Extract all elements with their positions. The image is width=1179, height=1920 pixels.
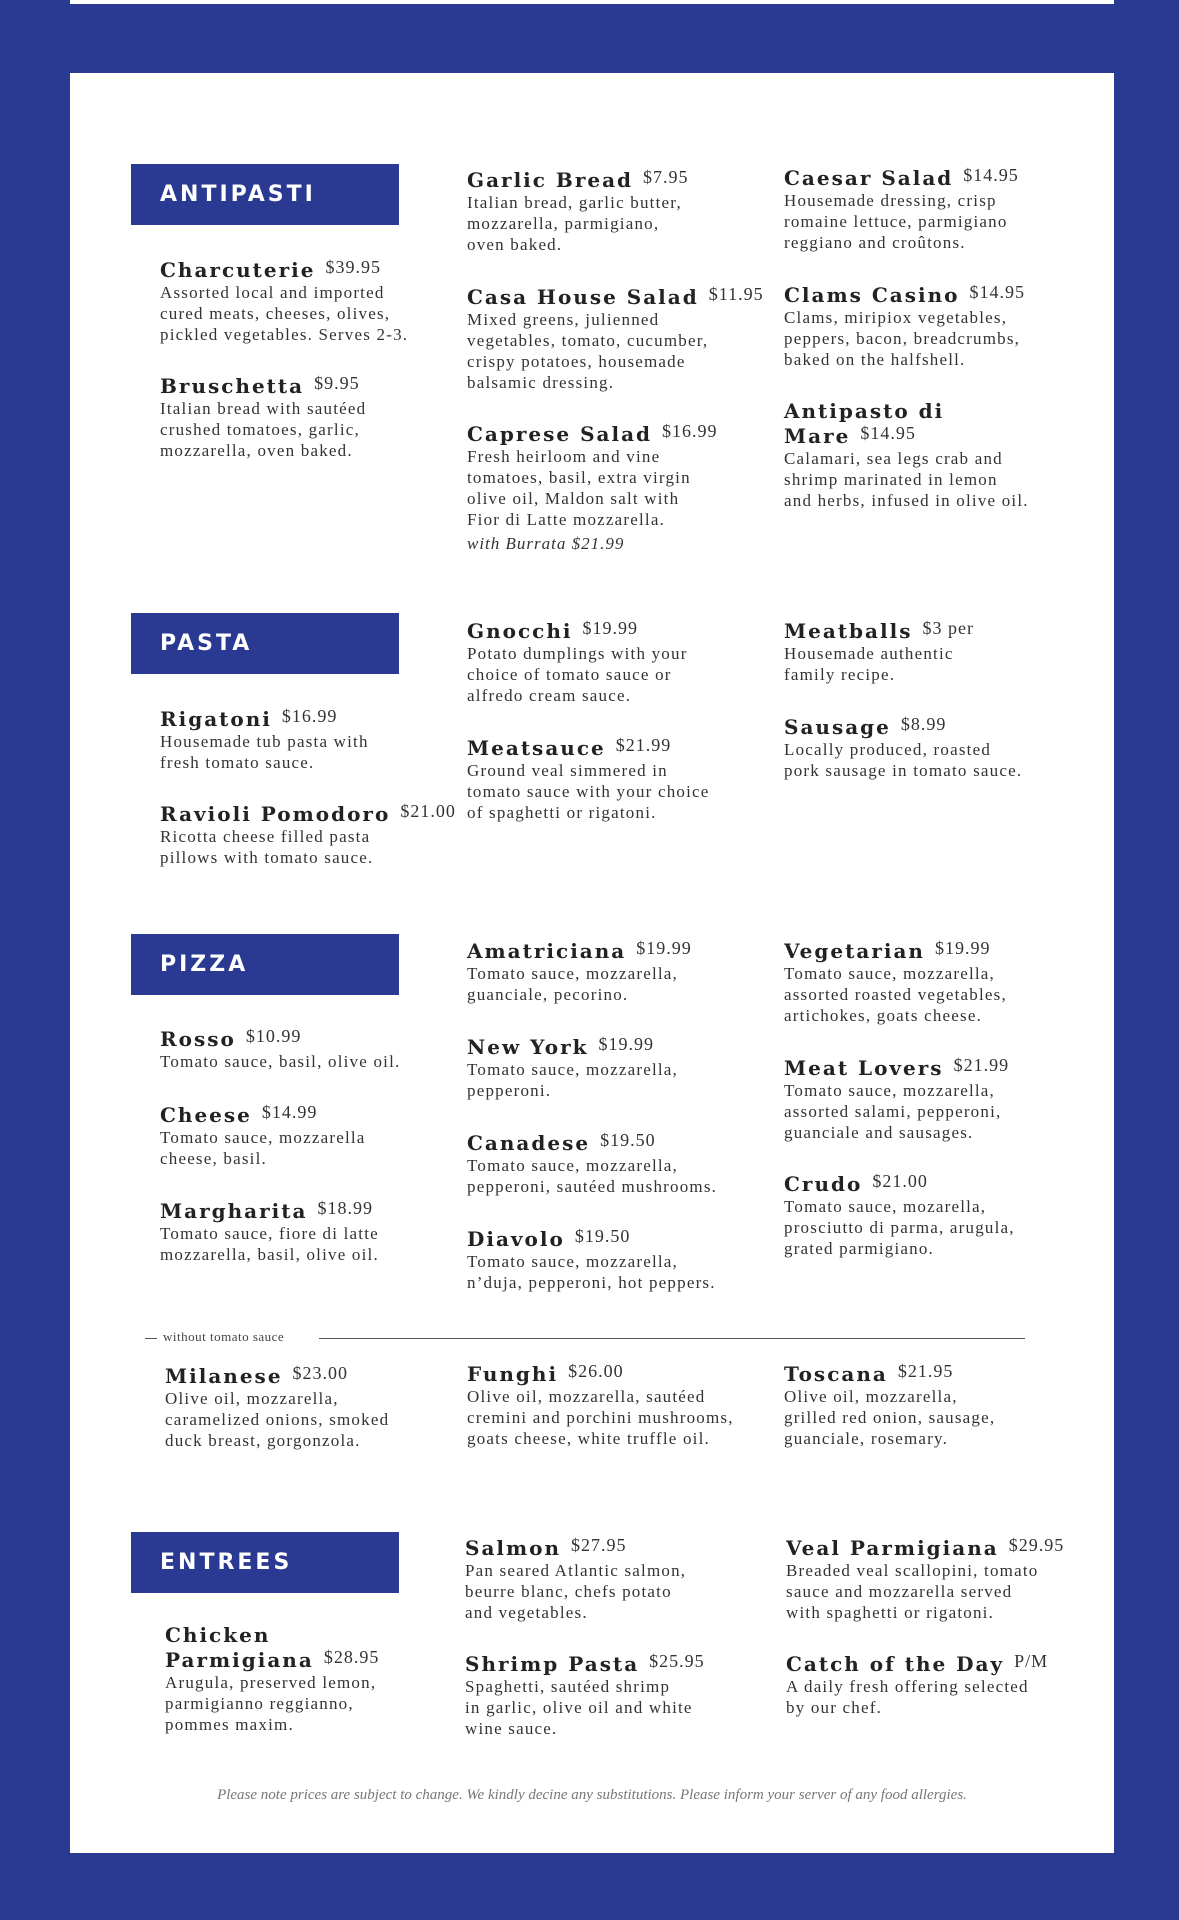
item-description: A daily fresh offering selected by our chef. [786,1677,1029,1717]
item-price: $9.95 [314,373,360,393]
item-description: Locally produced, roasted pork sausage in tomato sauce. [784,740,1023,780]
item-price: $14.95 [963,165,1019,185]
item-description: Pan seared Atlantic salmon, beurre blanc, chefs potato and vegetables. [465,1561,687,1622]
item-name: Funghi [467,1362,559,1386]
item-price: $29.95 [1008,1535,1065,1555]
section-header-pizza: PIZZA [131,934,399,995]
item-price: $10.99 [245,1026,302,1046]
menu-item [467,618,767,706]
section-header-antipasti: ANTIPASTI [131,164,399,225]
menu-item [160,1102,460,1169]
menu-item [160,1026,460,1072]
item-description: Tomato sauce, fiore di latte mozzarella, basil, olive oil. [160,1224,379,1264]
item-note: with Burrata $21.99 [467,534,625,553]
item-description: Assorted local and imported cured meats, cheeses, olives, pickled vegetables. Serves 2-3. [160,283,409,344]
menu-item [465,1651,765,1739]
item-description: Ricotta cheese filled pasta pillows with tomato sauce. [160,827,374,867]
item-description: Mixed greens, julienned vegetables, tomato, cucumber, crispy potatoes, housemade balsamic dressing. [467,310,709,392]
menu-item [467,938,767,1005]
item-price: $21.99 [615,735,672,755]
item-price: $39.95 [325,257,381,277]
item-description: Housemade dressing, crisp romaine lettuce, parmigiano reggiano and croûtons. [784,191,1008,252]
menu-panel [70,73,1114,1853]
item-price: $21.99 [953,1055,1010,1075]
item-name: Clams Casino [784,283,960,307]
item-price: $27.95 [571,1535,627,1555]
item-description: Olive oil, mozzarella, grilled red onion, sausage, guanciale, rosemary. [784,1387,996,1448]
menu-item [467,421,767,554]
item-price: $28.95 [323,1647,380,1667]
item-price: $19.50 [600,1130,656,1150]
item-name: Toscana [784,1362,888,1386]
item-name: Milanese [165,1364,283,1388]
item-description: Olive oil, mozzarella, sautéed cremini and porchini mushrooms, goats cheese, white truffle oil. [467,1387,734,1448]
item-name: Cheese [160,1103,252,1127]
item-description: Tomato sauce, mozzarella, pepperoni, sautéed mushrooms. [467,1156,718,1196]
item-description: Olive oil, mozzarella, caramelized onions, smoked duck breast, gorgonzola. [165,1389,390,1450]
item-name: Bruschetta [160,374,305,398]
item-price: $19.99 [934,938,991,958]
item-price: $19.99 [636,938,692,958]
item-description: Ground veal simmered in tomato sauce with your choice of spaghetti or rigatoni. [467,761,710,822]
section-header-pasta: PASTA [131,613,399,674]
item-description: Tomato sauce, mozzarella, assorted roasted vegetables, artichokes, goats cheese. [784,964,1007,1025]
without-sauce-divider [145,1329,1025,1349]
divider-dash [145,1338,157,1339]
item-name: Salmon [465,1536,562,1560]
menu-item [467,1130,767,1197]
menu-item [465,1535,765,1623]
menu-item [784,618,1084,685]
item-price: $23.00 [292,1363,349,1383]
item-name: Crudo [784,1172,863,1196]
item-name: Garlic Bread [467,168,634,192]
menu-item [784,1361,1084,1449]
item-price: $19.99 [582,618,638,638]
item-name: Vegetarian [784,939,925,963]
item-name: Veal Parmigiana [786,1536,999,1560]
menu-item [160,801,460,868]
item-price: $3 per [922,618,974,638]
item-price: $16.99 [281,706,338,726]
item-name: Sausage [784,715,891,739]
item-price: $26.00 [568,1361,624,1381]
menu-item [786,1651,1086,1718]
item-name: Meatsauce [467,736,606,760]
menu-item [784,282,1084,370]
item-description: Calamari, sea legs crab and shrimp marinated in lemon and herbs, infused in olive oil. [784,449,1029,510]
item-description: Fresh heirloom and vine tomatoes, basil, extra virgin olive oil, Maldon salt with Fior di Latte mozzarella. [467,447,691,529]
menu-item [784,399,1084,511]
item-name: Meatballs [784,619,913,643]
item-price: $19.50 [574,1226,631,1246]
item-name: Shrimp Pasta [465,1652,640,1676]
item-name: Caesar Salad [784,166,954,190]
item-description: Tomato sauce, mozzarella, assorted salami, pepperoni, guanciale and sausages. [784,1081,1002,1142]
menu-item [467,1361,767,1449]
item-price: $21.00 [872,1171,928,1191]
item-price: $19.99 [598,1034,654,1054]
item-price: $7.95 [643,167,689,187]
item-description: Tomato sauce, mozarella, prosciutto di parma, arugula, grated parmigiano. [784,1197,1015,1258]
item-name: Rosso [160,1027,236,1051]
item-name: Diavolo [467,1227,565,1251]
item-description: Tomato sauce, mozzarella, guanciale, pecorino. [467,964,678,1004]
item-description: Potato dumplings with your choice of tomato sauce or alfredo cream sauce. [467,644,688,705]
footer-disclaimer: Please note prices are subject to change. We kindly decine any substitutions. Please inform your server of any food allergies. [217,1787,967,1803]
item-description: Italian bread with sautéed crushed tomatoes, garlic, mozzarella, oven baked. [160,399,367,460]
item-description: Housemade authentic family recipe. [784,644,954,684]
item-description: Spaghetti, sautéed shrimp in garlic, olive oil and white wine sauce. [465,1677,693,1738]
item-price: $14.95 [969,282,1025,302]
item-price: $25.95 [649,1651,705,1671]
item-name: Amatriciana [467,939,627,963]
item-price: $21.00 [400,801,456,821]
item-name: Ravioli Pomodoro [160,802,391,826]
item-price: P/M [1014,1651,1049,1671]
item-name: Charcuterie [160,258,316,282]
item-name: Chicken [165,1623,271,1647]
menu-item [160,373,460,461]
item-name-line2: Parmigiana [165,1648,314,1672]
item-price: $8.99 [900,714,947,734]
menu-item [786,1535,1086,1623]
item-price: $11.95 [708,284,764,304]
item-price: $14.95 [860,423,916,443]
item-name: New York [467,1035,589,1059]
item-description: Arugula, preserved lemon, parmigianno reggianno, pommes maxim. [165,1673,377,1734]
item-name: Casa House Salad [467,285,699,309]
item-description: Breaded veal scallopini, tomato sauce and mozzarella served with spaghetti or rigatoni. [786,1561,1039,1622]
item-price: $14.99 [261,1102,318,1122]
item-price: $18.99 [317,1198,373,1218]
item-name: Antipasto di Mare [784,399,945,448]
divider-label: without tomato sauce [163,1329,285,1344]
item-name: Gnocchi [467,619,573,643]
item-description: Housemade tub pasta with fresh tomato sauce. [160,732,369,772]
item-description: Italian bread, garlic butter, mozzarella, parmigiano, oven baked. [467,193,682,254]
menu-item [784,714,1084,781]
menu-item [467,284,767,393]
item-description: Tomato sauce, mozzarella, n’duja, pepperoni, hot peppers. [467,1252,716,1292]
menu-item [784,1055,1084,1143]
item-name: Canadese [467,1131,591,1155]
menu-item [160,1198,460,1265]
item-description: Clams, miripiox vegetables, peppers, bacon, breadcrumbs, baked on the halfshell. [784,308,1021,369]
menu-item [784,938,1084,1026]
item-name: Margharita [160,1199,308,1223]
menu-item [165,1363,465,1451]
menu-item [160,257,460,345]
menu-item [467,1226,767,1293]
menu-item [467,735,767,823]
item-description: Tomato sauce, mozzarella, pepperoni. [467,1060,678,1100]
item-price: $21.95 [897,1361,954,1381]
item-name: Meat Lovers [784,1056,944,1080]
menu-item [160,706,460,773]
item-price: $16.99 [662,421,718,441]
menu-item [467,167,767,255]
item-name: Caprese Salad [467,422,653,446]
section-header-entrees: ENTREES [131,1532,399,1593]
item-description: Tomato sauce, basil, olive oil. [160,1052,401,1071]
menu-item [784,165,1084,253]
item-description: Tomato sauce, mozzarella cheese, basil. [160,1128,366,1168]
menu-item [784,1171,1084,1259]
top-strip [70,0,1114,4]
item-name: Catch of the Day [786,1652,1005,1676]
menu-item [165,1623,465,1735]
item-name: Rigatoni [160,707,272,731]
divider-line [319,1338,1025,1339]
menu-item [467,1034,767,1101]
